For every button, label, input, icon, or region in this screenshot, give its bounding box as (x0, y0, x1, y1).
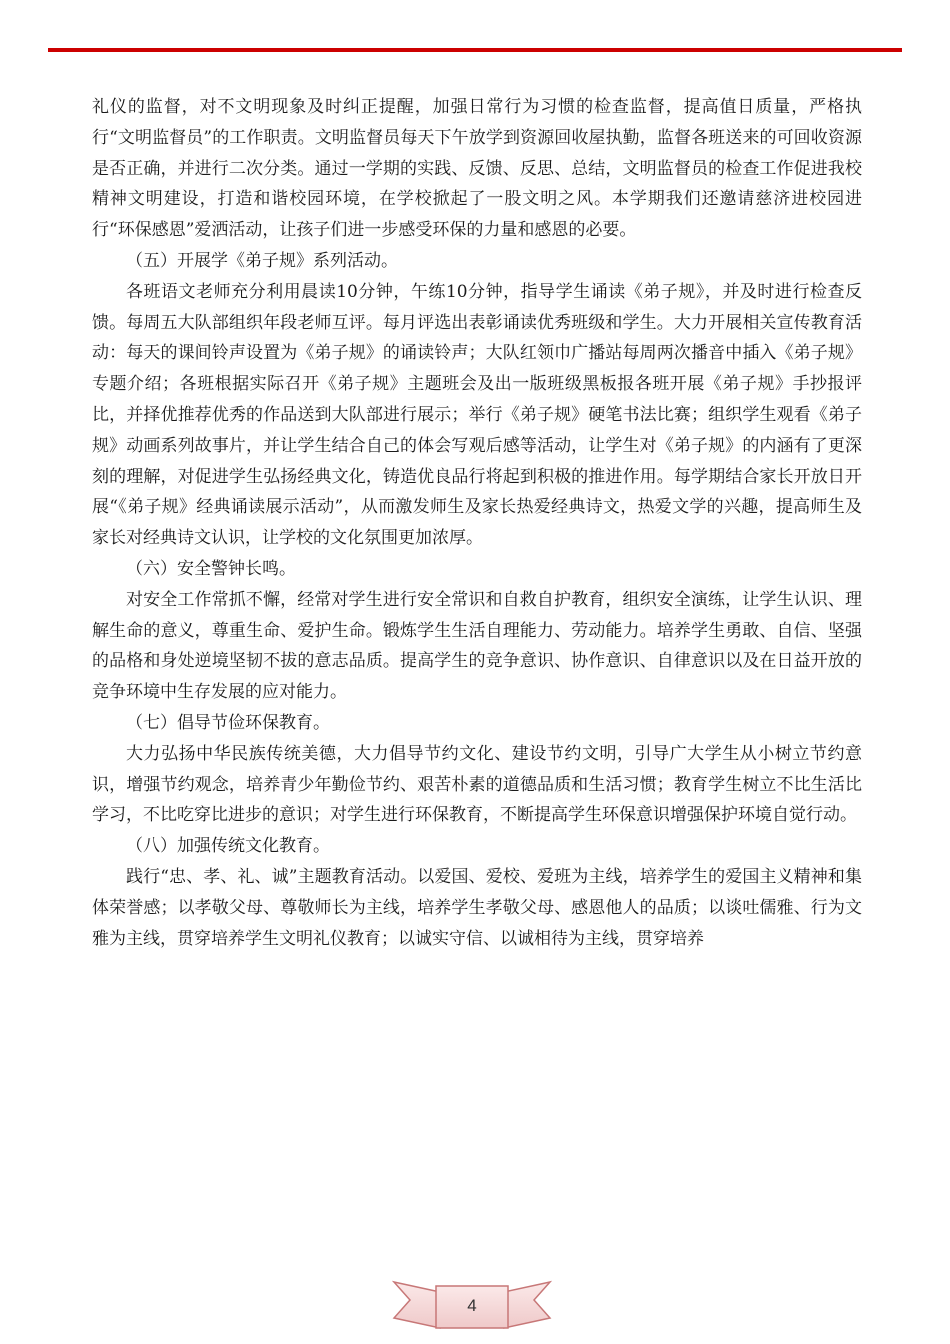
ribbon-left-tail (394, 1282, 440, 1328)
section-heading-6: （六）安全警钟长鸣。 (126, 558, 296, 579)
paragraph-continuation: 礼仪的监督，对不文明现象及时纠正提醒，加强日常行为习惯的检查监督，提高值日质量，严格执行“文明监督员”的工作职责。文明监督员每天下午放学到资源回收屋执勤，监督各班送来的可回收资源是否正确，并进行二次分类。通过一学期的实践、反馈、反思、总结，文明监督员的检查工作促进我校精神文明建设，打造和谐校园环境，在学校掀起了一股文明之风。本学期我们还邀请慈济进校园进行“环保感恩”爱洒活动，让孩子们进一步感受环保的力量和感恩的必要。 (92, 97, 862, 241)
paragraph-tradition: 践行“忠、孝、礼、诚”主题教育活动。以爱国、爱校、爱班为主线，培养学生的爱国主义精神和集体荣誉感；以孝敬父母、尊敬师长为主线，培养学生孝敬父母、感恩他人的品质；以谈吐儒雅、行为文雅为主线，贯穿培养学生文明礼仪教育；以诚实守信、以诚相待为主线，贯穿培养 (92, 866, 862, 949)
ribbon-right-tail (504, 1282, 550, 1328)
paragraph-frugality: 大力弘扬中华民族传统美德，大力倡导节约文化、建设节约文明，引导广大学生从小树立节约意识，增强节约观念，培养青少年勤俭节约、艰苦朴素的道德品质和生活习惯；教育学生树立不比生活比学习，不比吃穿比进步的意识；对学生进行环保教育，不断提高学生环保意识增强保护环境自觉行动。 (92, 743, 862, 826)
section-heading-5: （五）开展学《弟子规》系列活动。 (126, 250, 398, 271)
page-top-border (48, 48, 902, 52)
section-heading-7: （七）倡导节俭环保教育。 (126, 712, 330, 733)
page-number: 4 (467, 1296, 477, 1315)
paragraph-safety: 对安全工作常抓不懈，经常对学生进行安全常识和自救自护教育，组织安全演练，让学生认识、理解生命的意义，尊重生命、爱护生命。锻炼学生生活自理能力、劳动能力。培养学生勇敢、自信、坚强的品格和身处逆境坚韧不拔的意志品质。提高学生的竞争意识、协作意识、自律意识以及在日益开放的竞争环境中生存发展的应对能力。 (92, 589, 862, 703)
section-heading-8: （八）加强传统文化教育。 (126, 836, 330, 857)
document-body (92, 92, 862, 954)
paragraph-dizigui: 各班语文老师充分利用晨读10分钟，午练10分钟，指导学生诵读《弟子规》，并及时进行检查反馈。每周五大队部组织年段老师互评。每月评选出表彰诵读优秀班级和学生。大力开展相关宣传教育活动：每天的课间铃声设置为《弟子规》的诵读铃声；大队红领巾广播站每周两次播音中插入《弟子规》专题介绍；各班根据实际召开《弟子规》主题班会及出一版班级黑板报各班开展《弟子规》手抄报评比，并择优推荐优秀的作品送到大队部进行展示；举行《弟子规》硬笔书法比赛；组织学生观看《弟子规》动画系列故事片，并让学生结合自己的体会写观后感等活动，让学生对《弟子规》的内涵有了更深刻的理解，对促进学生弘扬经典文化，铸造优良品行将起到积极的推进作用。每学期结合家长开放日开展“《弟子规》经典诵读展示活动”，从而激发师生及家长热爱经典诗文，热爱文学的兴趣，提高师生及家长对经典诗文认识，让学校的文化氛围更加浓厚。 (92, 281, 862, 549)
